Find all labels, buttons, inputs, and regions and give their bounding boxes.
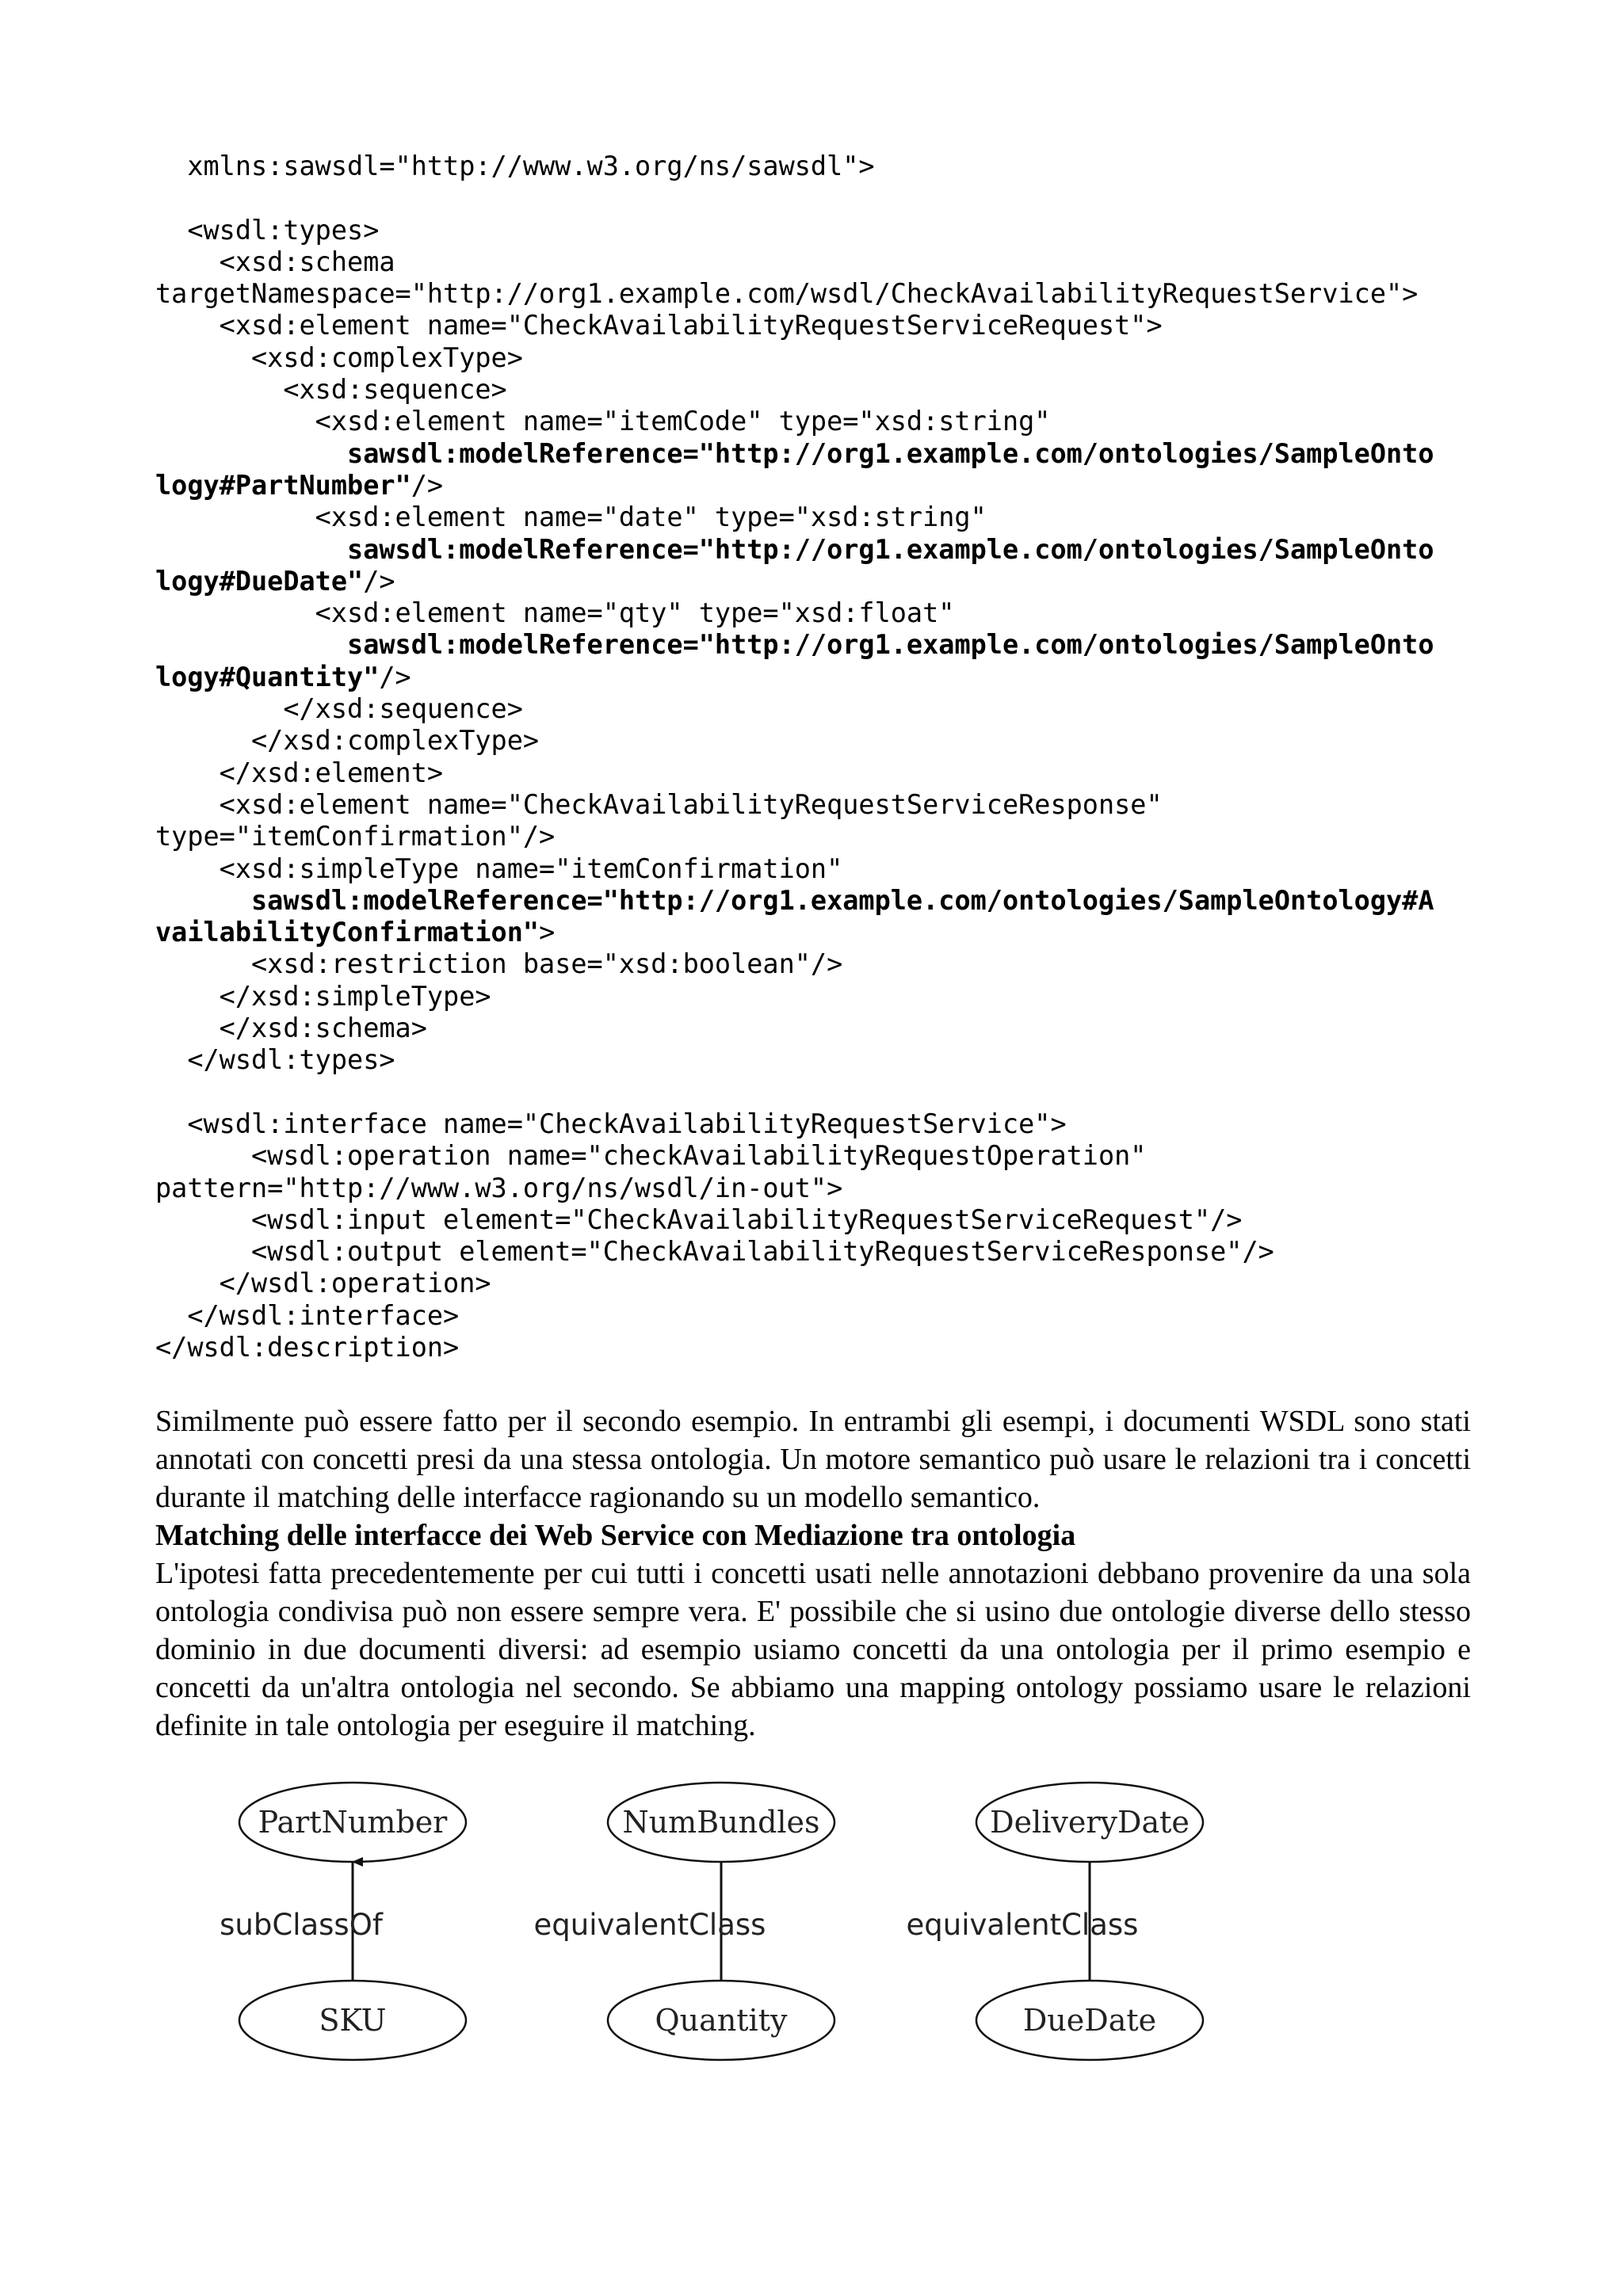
code-text: type="itemConfirmation"/> bbox=[155, 821, 556, 852]
code-line bbox=[155, 885, 1487, 917]
code-text: /> bbox=[363, 565, 395, 597]
code-text: <xsd:element name="qty" type="xsd:float" bbox=[155, 597, 955, 629]
code-text bbox=[155, 534, 347, 565]
code-text: </xsd:schema> bbox=[155, 1013, 427, 1044]
concept-label: DueDate bbox=[1022, 2003, 1157, 2038]
code-line bbox=[155, 502, 1487, 533]
code-line bbox=[155, 1173, 1487, 1204]
code-line bbox=[155, 629, 1487, 661]
code-text: </wsdl:interface> bbox=[155, 1299, 460, 1331]
code-text: <xsd:element name="CheckAvailabilityRequestServiceResponse" bbox=[155, 788, 1163, 820]
ontology-mapping-diagram bbox=[220, 1767, 1395, 2100]
code-line bbox=[155, 374, 1487, 406]
code-text: xmlns:sawsdl="http://www.w3.org/ns/sawsdl"> bbox=[155, 151, 875, 181]
section-heading: Matching delle interfacce dei Web Service con Mediazione tra ontologia bbox=[155, 1519, 1076, 1552]
code-line bbox=[155, 151, 1487, 182]
code-text: </wsdl:types> bbox=[155, 1044, 395, 1076]
concept-label: PartNumber bbox=[258, 1805, 448, 1840]
code-line bbox=[155, 1332, 1487, 1363]
code-text: </xsd:simpleType> bbox=[155, 980, 491, 1012]
code-text: <xsd:element name="itemCode" type="xsd:string" bbox=[155, 406, 1051, 437]
code-annotation-bold: sawsdl:modelReference="http://org1.example.com/ontologies/SampleOnto bbox=[347, 533, 1434, 565]
code-text: pattern="http://www.w3.org/ns/wsdl/in-out"> bbox=[155, 1172, 843, 1203]
code-line bbox=[155, 1077, 1487, 1108]
code-line bbox=[155, 1300, 1487, 1332]
code-annotation-bold: vailabilityConfirmation" bbox=[155, 917, 540, 948]
paragraph-similar-example: Similmente può essere fatto per il secondo esempio. In entrambi gli esempi, i documenti WSDL sono stati annotati con concetti presi da una stessa ontologia. Un motore semantico può usare le relazioni tra i concetti durante il matching delle interfacce ragionando su un modello semantico. bbox=[155, 1405, 1471, 1514]
code-text: <xsd:element name="date" type="xsd:string" bbox=[155, 502, 987, 533]
code-line bbox=[155, 1108, 1487, 1140]
code-line bbox=[155, 1044, 1487, 1076]
code-line bbox=[155, 821, 1487, 852]
code-text: </xsd:element> bbox=[155, 757, 444, 788]
code-text: <xsd:sequence> bbox=[155, 374, 507, 406]
concept-label: SKU bbox=[319, 2003, 387, 2038]
code-annotation-bold: sawsdl:modelReference="http://org1.example.com/ontologies/SampleOnto bbox=[347, 629, 1434, 661]
code-line bbox=[155, 662, 1487, 693]
concept-label: DeliveryDate bbox=[990, 1805, 1190, 1840]
code-annotation-bold: logy#DueDate" bbox=[155, 565, 364, 597]
code-line bbox=[155, 725, 1487, 757]
code-text: /> bbox=[379, 661, 411, 692]
code-line bbox=[155, 438, 1487, 470]
code-line bbox=[155, 1204, 1487, 1236]
code-text bbox=[155, 885, 251, 916]
code-line bbox=[155, 406, 1487, 437]
code-line bbox=[155, 1236, 1487, 1268]
body-text bbox=[155, 1402, 1471, 1745]
code-line bbox=[155, 981, 1487, 1013]
code-text: <xsd:schema bbox=[155, 246, 395, 277]
code-line bbox=[155, 948, 1487, 980]
code-line bbox=[155, 597, 1487, 629]
code-line bbox=[155, 215, 1487, 246]
code-annotation-bold: sawsdl:modelReference="http://org1.example.com/ontologies/SampleOnto bbox=[347, 437, 1434, 469]
relation-label: equivalentClass bbox=[906, 1908, 1139, 1942]
relation-label: subClassOf bbox=[220, 1908, 383, 1942]
code-line bbox=[155, 917, 1487, 948]
code-text: <wsdl:interface name="CheckAvailabilityRequestService"> bbox=[155, 1108, 1067, 1139]
code-line bbox=[155, 1013, 1487, 1044]
code-line bbox=[155, 757, 1487, 789]
code-line bbox=[155, 246, 1487, 278]
code-line bbox=[155, 182, 1487, 214]
relation-label: equivalentClass bbox=[533, 1908, 766, 1942]
code-text: <xsd:simpleType name="itemConfirmation" bbox=[155, 852, 843, 884]
code-line bbox=[155, 566, 1487, 597]
code-text: <xsd:complexType> bbox=[155, 341, 523, 373]
code-text: <xsd:element name="CheckAvailabilityRequestServiceRequest"> bbox=[155, 310, 1163, 341]
code-text: /> bbox=[411, 469, 444, 501]
code-line bbox=[155, 1140, 1487, 1172]
code-text: <wsdl:output element="CheckAvailabilityRequestServiceResponse"/> bbox=[155, 1236, 1274, 1268]
code-line bbox=[155, 853, 1487, 885]
code-annotation-bold: logy#PartNumber" bbox=[155, 469, 411, 501]
code-line bbox=[155, 534, 1487, 566]
code-text: <xsd:restriction base="xsd:boolean"/> bbox=[155, 948, 843, 980]
code-line bbox=[155, 1268, 1487, 1299]
concept-label: Quantity bbox=[655, 2003, 788, 2038]
code-line bbox=[155, 278, 1487, 310]
code-text: > bbox=[539, 917, 556, 948]
code-line bbox=[155, 470, 1487, 502]
code-line bbox=[155, 789, 1487, 821]
code-text: <wsdl:types> bbox=[155, 214, 380, 246]
paragraph-ontology-mediation: L'ipotesi fatta precedentemente per cui tutti i concetti usati nelle annotazioni debbano provenire da una sola ontologia condivisa può non essere sempre vera. E' possibile che si usino due ontologie diverse dello stesso dominio in due documenti diversi: ad esempio usiamo concetti da una ontologia per il primo esempio e concetti da un'altra ontologia nel secondo. Se abbiamo una mapping ontology possiamo usare le relazioni definite in tale ontologia per eseguire il matching. bbox=[155, 1557, 1471, 1742]
code-annotation-bold: logy#Quantity" bbox=[155, 661, 380, 692]
code-line bbox=[155, 310, 1487, 341]
code-text: <wsdl:input element="CheckAvailabilityRequestServiceRequest"/> bbox=[155, 1203, 1243, 1235]
code-text: </xsd:complexType> bbox=[155, 725, 540, 757]
code-annotation-bold: sawsdl:modelReference="http://org1.example.com/ontologies/SampleOntology#A bbox=[251, 884, 1434, 916]
code-text: targetNamespace="http://org1.example.com/wsdl/CheckAvailabilityRequestService"> bbox=[155, 278, 1419, 310]
concept-label: NumBundles bbox=[622, 1805, 820, 1840]
code-text: </wsdl:operation> bbox=[155, 1268, 491, 1299]
code-line bbox=[155, 693, 1487, 725]
code-text bbox=[155, 438, 347, 469]
wsdl-code-listing bbox=[155, 151, 1487, 1363]
code-line bbox=[155, 342, 1487, 374]
code-text: <wsdl:operation name="checkAvailabilityRequestOperation" bbox=[155, 1140, 1147, 1172]
code-text bbox=[155, 629, 347, 660]
code-text: </wsdl:description> bbox=[155, 1331, 460, 1363]
code-text: </xsd:sequence> bbox=[155, 693, 523, 725]
